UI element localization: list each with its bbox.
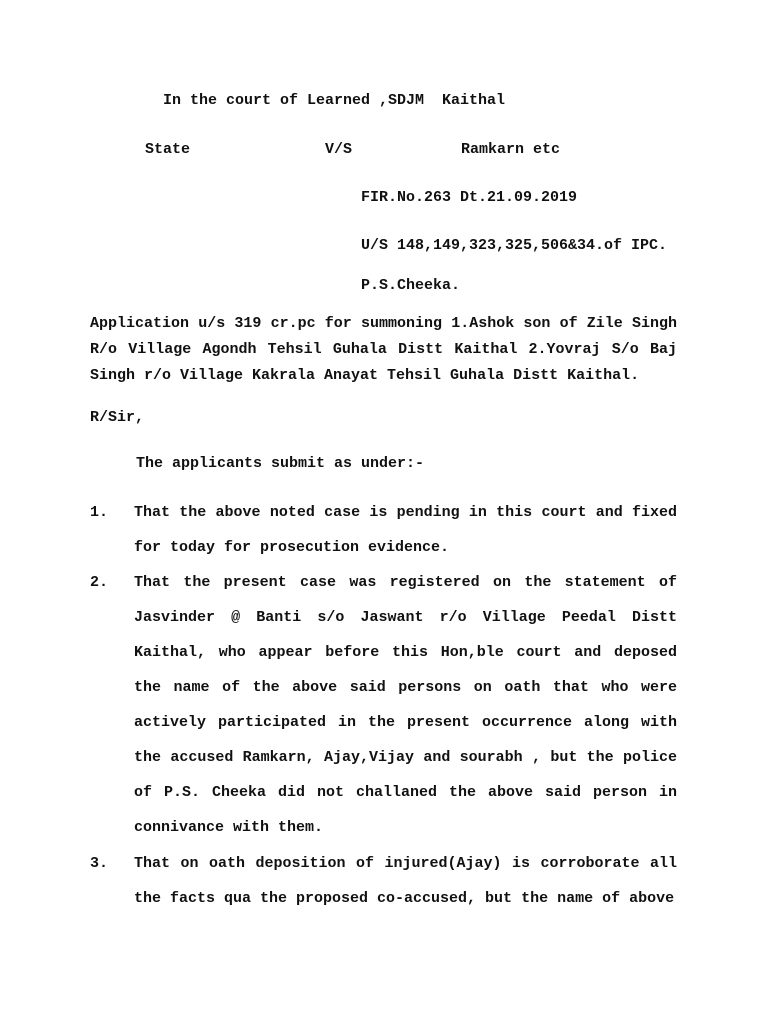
paragraph-number: 2. [90, 574, 109, 591]
police-station: P.S.Cheeka. [361, 277, 461, 294]
intro-line: The applicants submit as under:- [136, 455, 425, 472]
party-accused: Ramkarn etc [461, 141, 561, 158]
paragraph-text: That the present case was registered on the statement of Jasvinder @ Banti s/o Jaswant r/o Village Peedal Distt Kaithal, who appear before this Hon,ble court and deposed the name of the above said persons on oath that who were actively participated in the present occurrence along with the accused Ramkarn, Ajay,Vijay and sourabh , but the police of P.S. Cheeka did not challaned the above said person in connivance with them. [134, 574, 677, 836]
paragraph-number: 1. [90, 504, 109, 521]
paragraph-text: That the above noted case is pending in this court and fixed for today for prosecution evidence. [134, 504, 677, 556]
application-subject: Application u/s 319 cr.pc for summoning 1.Ashok son of Zile Singh R/o Village Agondh Tehsil Guhala Distt Kaithal 2.Yovraj S/o Baj Singh r/o Village Kakrala Anayat Tehsil Guhala Distt Kaithal. [90, 315, 677, 384]
fir-number: FIR.No.263 Dt.21.09.2019 [361, 189, 578, 206]
court-heading: In the court of Learned ,SDJM Kaithal [163, 92, 506, 109]
party-state: State [145, 141, 191, 158]
paragraph-text: That on oath deposition of injured(Ajay) is corroborate all the facts qua the proposed co-accused, but the name of above [134, 855, 677, 907]
ipc-sections: U/S 148,149,323,325,506&34.of IPC. [361, 237, 668, 254]
salutation: R/Sir, [90, 409, 145, 426]
versus-label: V/S [325, 141, 353, 158]
paragraph-number: 3. [90, 855, 109, 872]
